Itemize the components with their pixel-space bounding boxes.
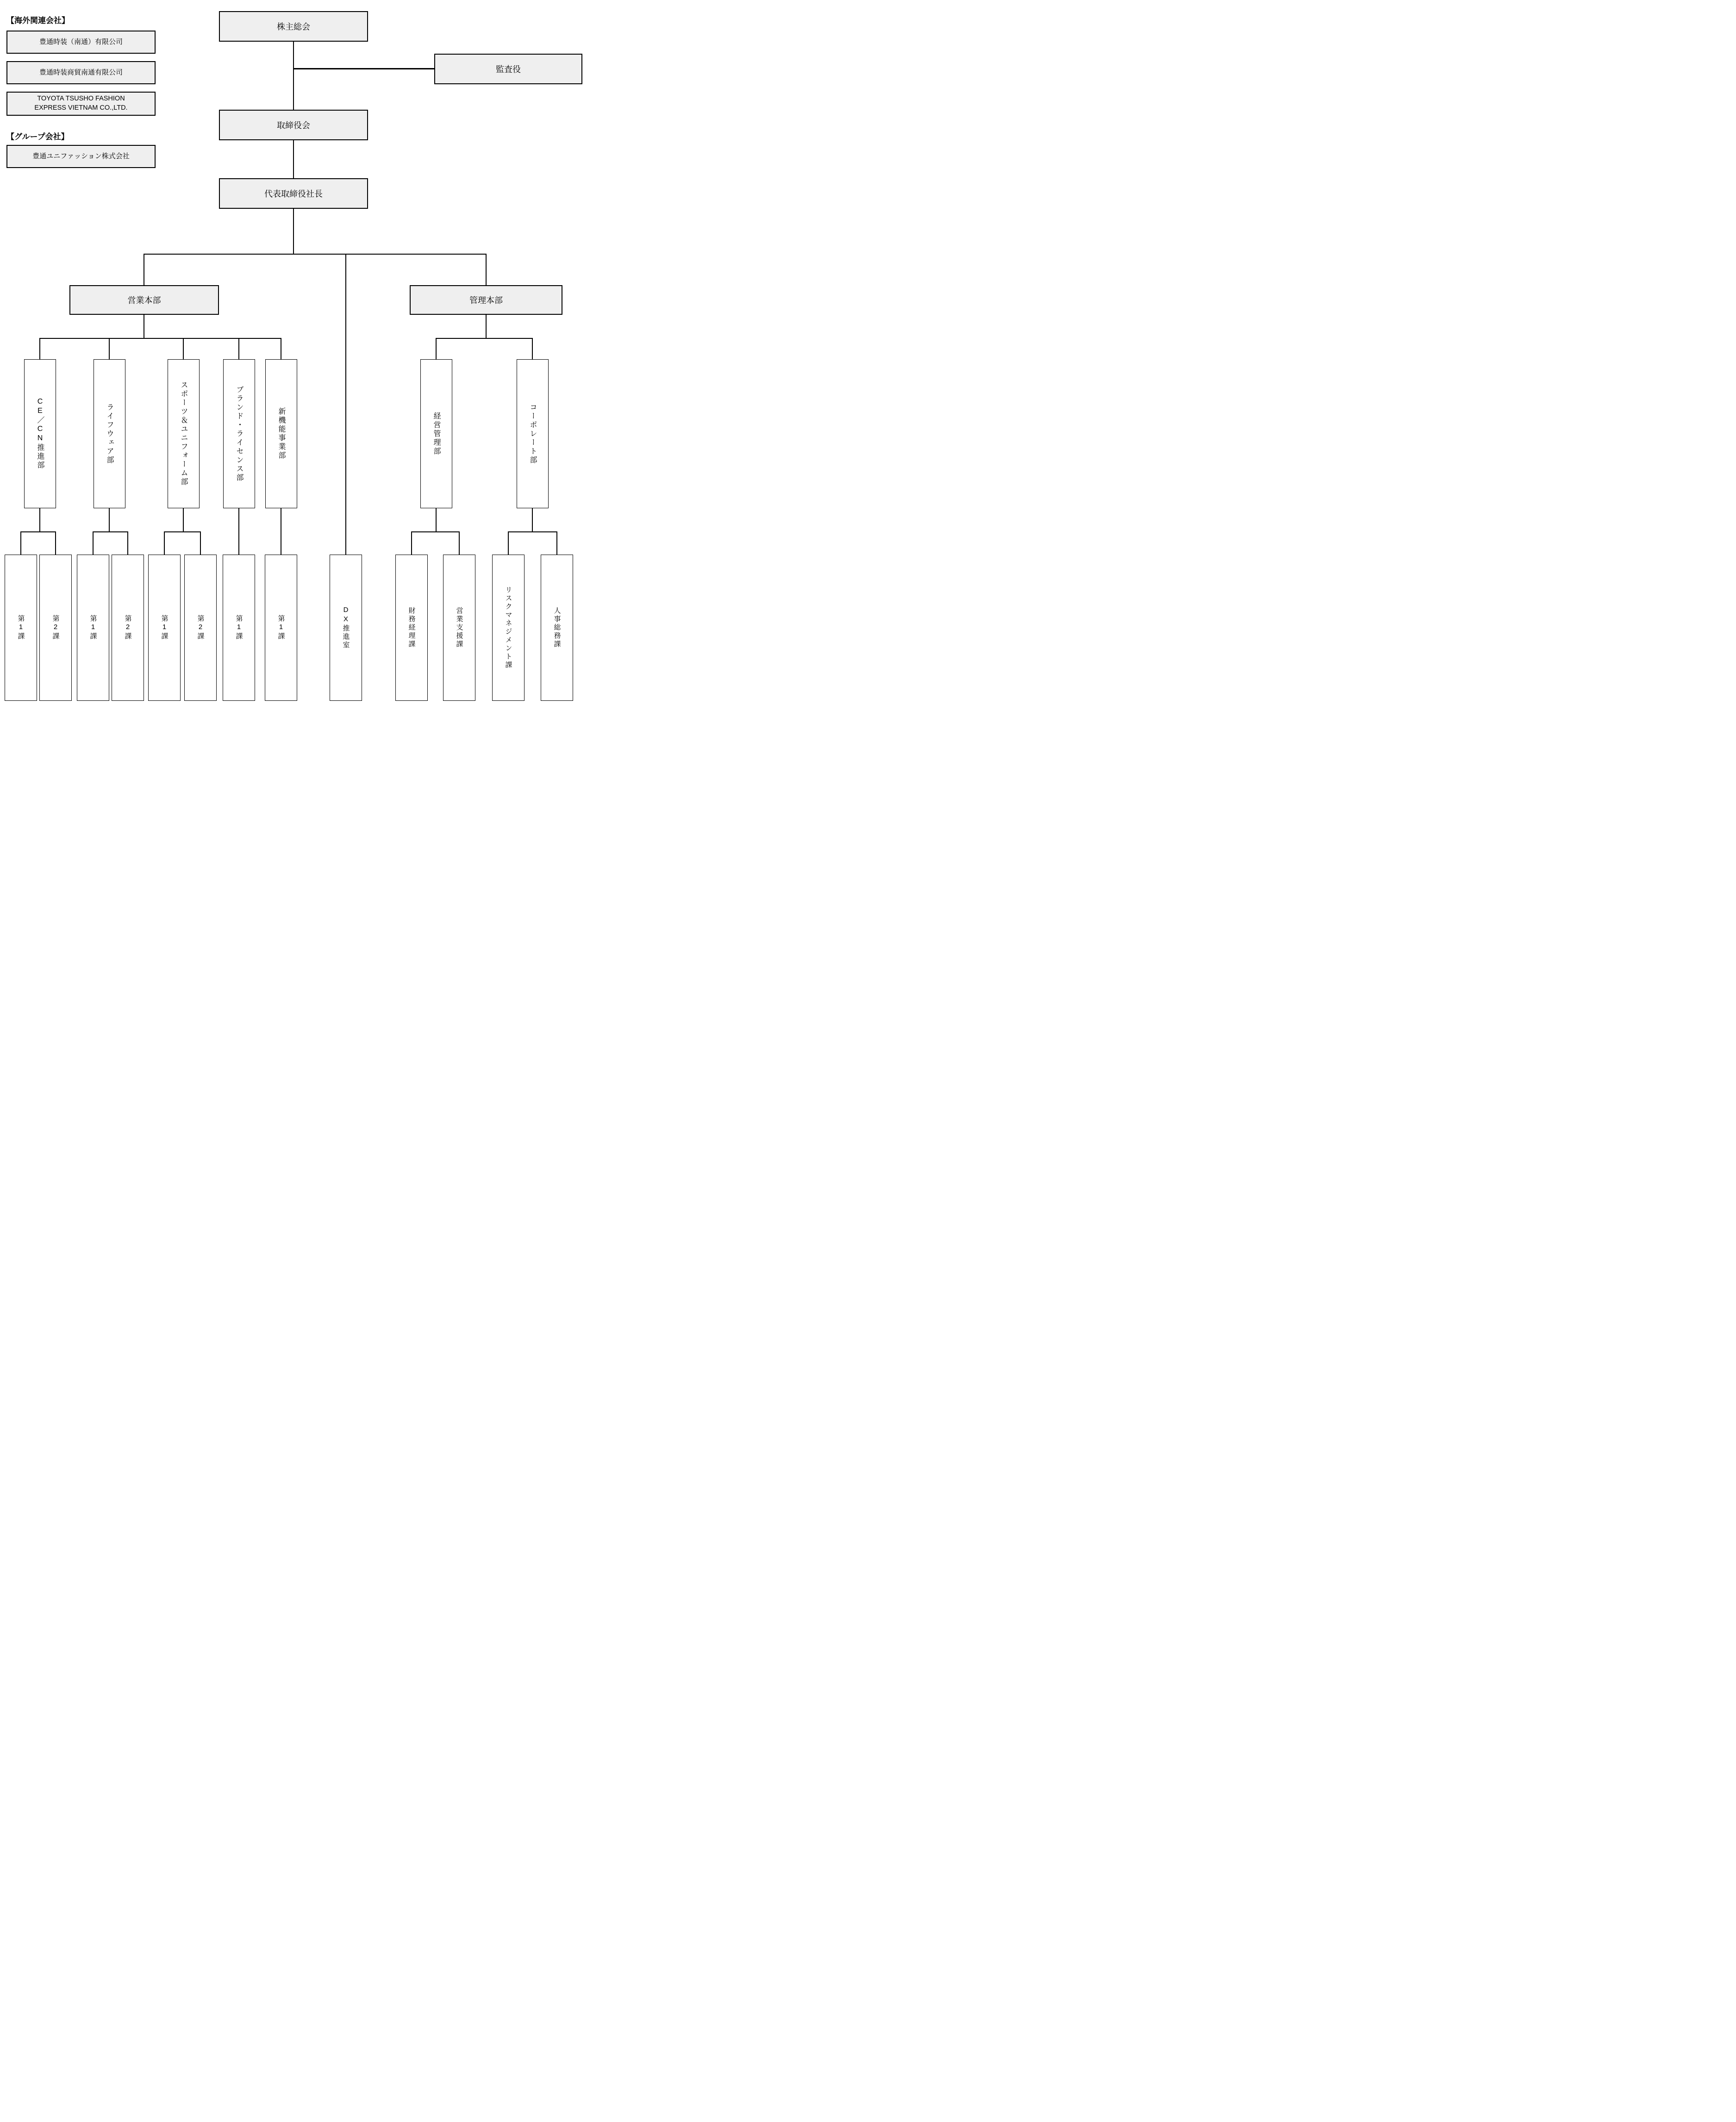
node-label: 第2課 xyxy=(124,615,132,641)
connector-line xyxy=(164,531,165,555)
node-section-lifewear-1 xyxy=(77,555,109,701)
connector-line xyxy=(39,508,40,531)
group-companies-heading: 【グループ会社】 xyxy=(6,132,69,141)
node-label: 財務経理課 xyxy=(407,607,416,649)
node-dept-corporate xyxy=(517,359,549,508)
connector-line xyxy=(93,531,94,555)
connector-line xyxy=(109,338,110,359)
node-label: 営業支援課 xyxy=(455,607,463,649)
connector-line xyxy=(238,338,239,359)
node-label: CE／CN推進部 xyxy=(36,398,44,470)
node-dept-new-business xyxy=(265,359,297,508)
connector-line xyxy=(21,531,56,532)
connector-line xyxy=(486,254,487,285)
connector-line xyxy=(127,531,128,555)
connector-line xyxy=(532,338,533,359)
node-label: DX推進室 xyxy=(342,606,350,649)
connector-line xyxy=(293,209,294,254)
node-auditor xyxy=(434,54,582,84)
node-label: コーポレート部 xyxy=(529,403,537,465)
node-dept-ce-cn xyxy=(24,359,56,508)
connector-line xyxy=(293,140,294,178)
node-board-of-directors xyxy=(219,110,368,140)
connector-line xyxy=(55,531,56,555)
connector-line xyxy=(183,338,184,359)
node-label: 監査役 xyxy=(496,65,521,74)
connector-line xyxy=(459,531,460,555)
node-section-sales-support xyxy=(443,555,475,701)
company-name: 豊通ユニファッション株式会社 xyxy=(32,152,130,160)
node-section-finance-accounting xyxy=(395,555,428,701)
connector-line xyxy=(532,508,533,531)
node-label: スポーツ＆ユニフォーム部 xyxy=(180,381,187,487)
node-label: 第1課 xyxy=(89,615,97,641)
connector-line xyxy=(109,508,110,531)
connector-line xyxy=(293,42,294,110)
node-section-sports-2 xyxy=(184,555,217,701)
connector-line xyxy=(39,338,40,359)
node-label: ブランド・ライセンス部 xyxy=(235,385,243,482)
connector-line xyxy=(144,254,486,255)
connector-line xyxy=(436,508,437,531)
node-label: 第1課 xyxy=(17,615,25,641)
node-label: 第1課 xyxy=(277,615,285,641)
company-box-shomo-nantong xyxy=(6,61,156,84)
connector-line xyxy=(556,531,557,555)
node-dept-brand-license xyxy=(223,359,255,508)
connector-line xyxy=(436,338,532,339)
company-name: 豊通時装商貿南通有限公司 xyxy=(39,68,123,76)
node-label: 営業本部 xyxy=(127,296,161,305)
node-section-hr-general-affairs xyxy=(541,555,573,701)
node-admin-hq xyxy=(410,285,562,315)
company-name-line2: EXPRESS VIETNAM CO.,LTD. xyxy=(34,104,128,112)
node-shareholders-meeting xyxy=(219,11,368,42)
connector-line xyxy=(411,531,412,555)
node-section-brand-1 xyxy=(223,555,255,701)
node-section-cecn-2 xyxy=(39,555,72,701)
company-box-nantong xyxy=(6,31,156,54)
node-label: 経営管理部 xyxy=(432,412,440,456)
overseas-companies-heading: 【海外関連会社】 xyxy=(6,16,69,25)
node-dept-sports-uniform xyxy=(168,359,200,508)
node-label: 株主総会 xyxy=(277,22,310,31)
connector-line xyxy=(293,68,434,69)
connector-line xyxy=(508,531,509,555)
connector-line xyxy=(164,531,200,532)
node-label: ライフウェア部 xyxy=(106,403,113,465)
connector-line xyxy=(40,338,281,339)
node-label: 取締役会 xyxy=(277,121,310,130)
company-name-line1: TOYOTA TSUSHO FASHION xyxy=(37,95,125,103)
connector-line xyxy=(183,508,184,531)
node-section-risk-management xyxy=(492,555,525,701)
connector-line xyxy=(238,508,239,555)
connector-line xyxy=(486,315,487,338)
connector-line xyxy=(200,531,201,555)
connector-line xyxy=(508,531,557,532)
node-dept-lifewear xyxy=(94,359,125,508)
company-name: 豊通時装（南通）有限公司 xyxy=(39,37,123,46)
connector-line xyxy=(412,531,459,532)
node-label: 人事総務課 xyxy=(553,607,561,649)
connector-line xyxy=(20,531,21,555)
node-label: 第1課 xyxy=(160,615,169,641)
node-label: 管理本部 xyxy=(469,296,503,305)
node-dx-promotion-office xyxy=(330,555,362,701)
org-chart-canvas xyxy=(0,0,579,707)
node-label: 第2課 xyxy=(196,615,205,641)
node-dept-management xyxy=(420,359,452,508)
company-box-vietnam xyxy=(6,92,156,116)
node-label: リスクマネジメント課 xyxy=(504,586,512,669)
node-label: 代表取締役社長 xyxy=(264,189,323,199)
connector-line xyxy=(436,338,437,359)
node-label: 第1課 xyxy=(235,615,243,641)
company-box-unifashion xyxy=(6,145,156,168)
node-section-cecn-1 xyxy=(5,555,37,701)
node-president xyxy=(219,178,368,209)
node-section-sports-1 xyxy=(148,555,181,701)
node-label: 第2課 xyxy=(51,615,60,641)
node-section-newbiz-1 xyxy=(265,555,297,701)
connector-line xyxy=(345,254,346,555)
connector-line xyxy=(93,531,128,532)
node-sales-hq xyxy=(69,285,219,315)
node-label: 新機能事業部 xyxy=(277,407,285,460)
node-section-lifewear-2 xyxy=(112,555,144,701)
